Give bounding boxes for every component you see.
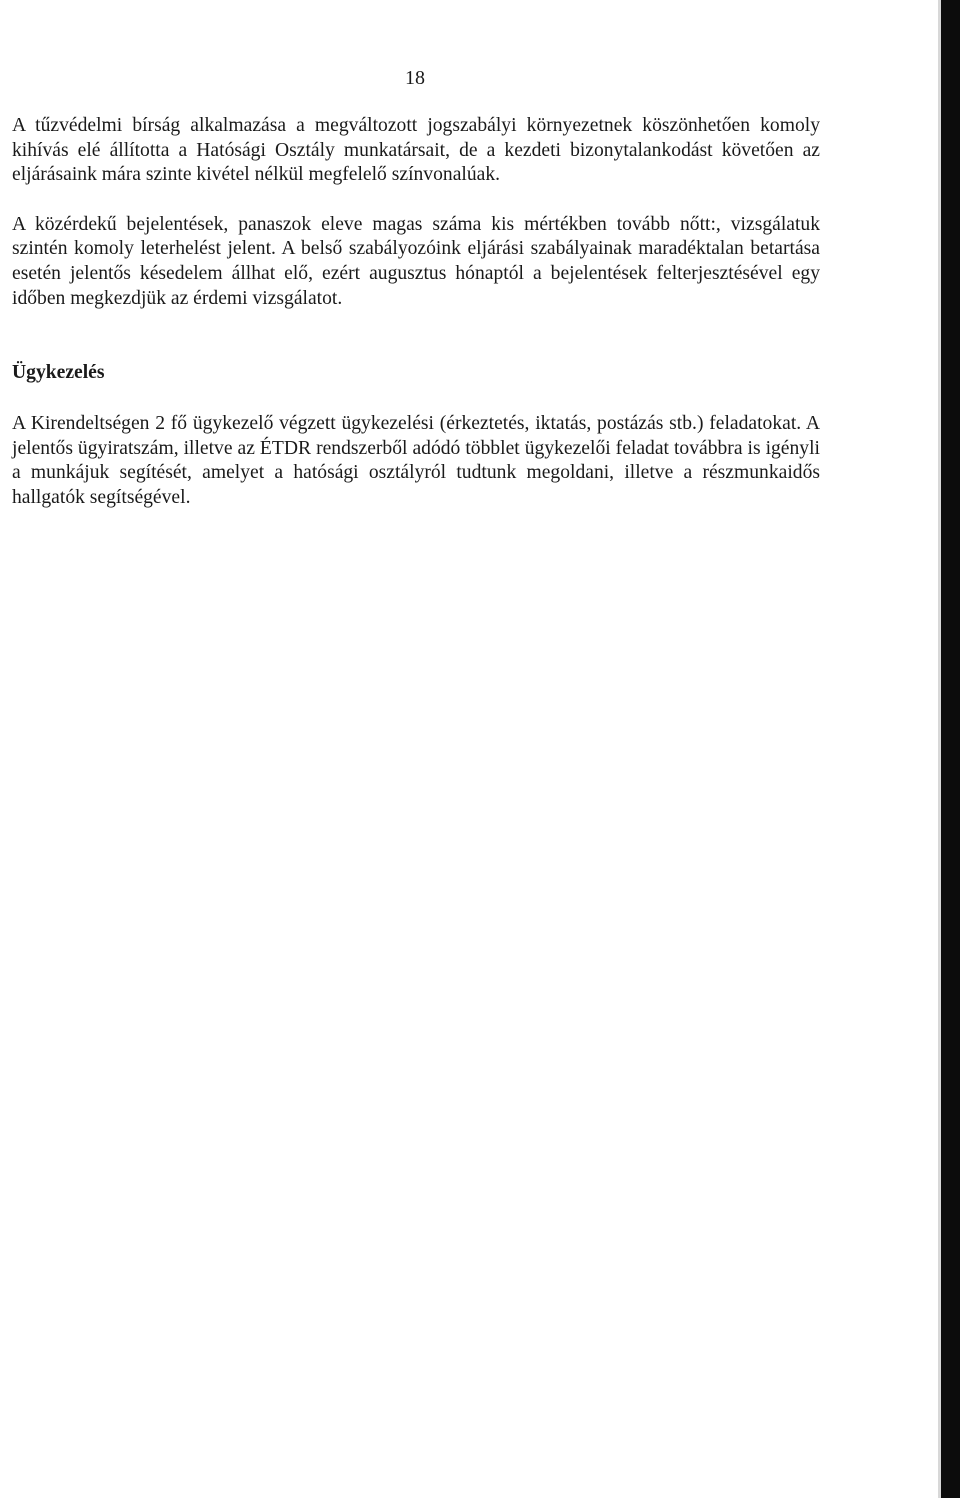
scan-edge-border	[941, 0, 960, 1498]
page-number: 18	[405, 67, 425, 89]
paragraph-public-reports: A közérdekű bejelentések, panaszok eleve magas száma kis mértékben tovább nőtt:, vizsgálatuk szintén komoly leterhelést jelent. A belső szabályozóink eljárási szabályainak maradéktalan betartása esetén jelentős késedelem állhat elő, ezért augusztus hónaptól a bejelentések felterjesztésével egy időben megkezdjük az érdemi vizsgálatot.	[12, 213, 820, 309]
paragraph-case-handling: A Kirendeltségen 2 fő ügykezelő végzett ügykezelési (érkeztetés, iktatás, postázás stb.) feladatokat. A jelentős ügyiratszám, illetve az ÉTDR rendszerből adódó többlet ügykezelői feladat továbbra is igényli a munkájuk segítését, amelyet a hatósági osztályról tudtunk megoldani, illetve a részmunkaidős hallgatók segítségével.	[12, 413, 820, 508]
section-heading: Ügykezelés	[12, 362, 105, 384]
paragraph-fire-fine: A tűzvédelmi bírság alkalmazása a megváltozott jogszabályi környezetnek köszönhetően komoly kihívás elé állította a Hatósági Osztály munkatársait, de a kezdeti bizonytalankodást követően az eljárásaink mára szinte kivétel nélkül megfelelő színvonalúak.	[12, 115, 820, 186]
document-body	[12, 114, 820, 511]
